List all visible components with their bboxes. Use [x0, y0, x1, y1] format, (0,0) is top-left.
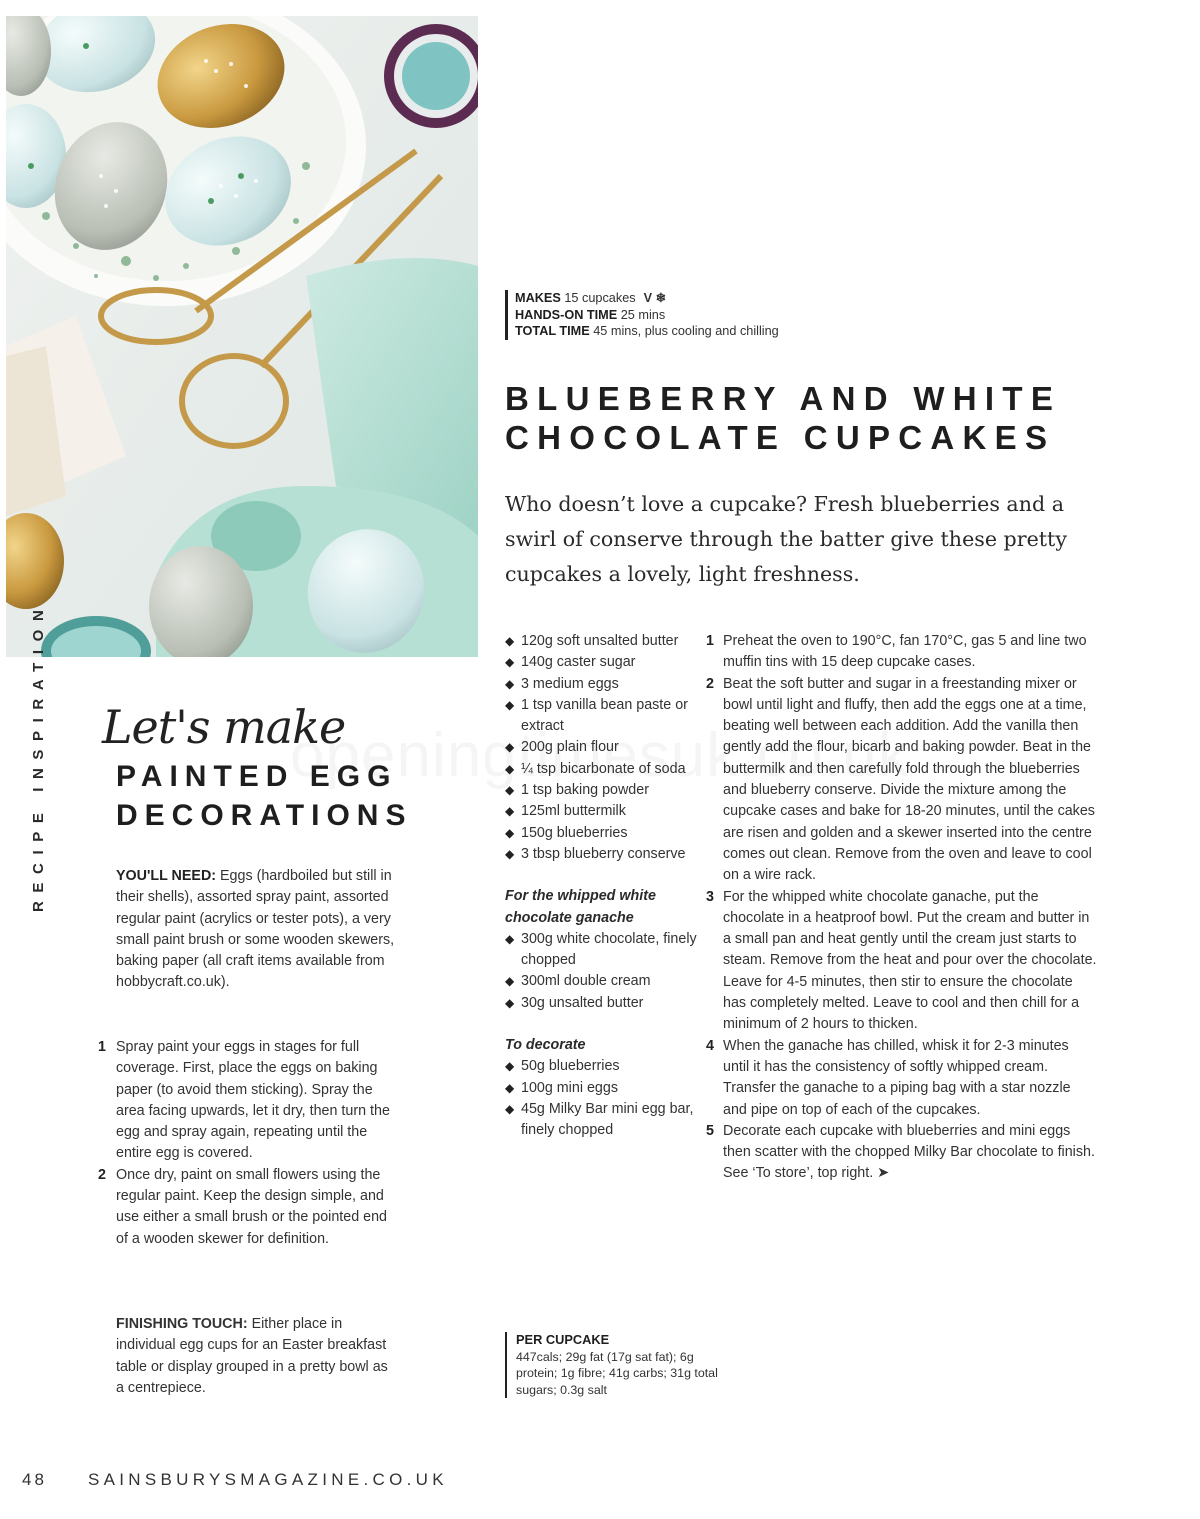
ingredient-text: 100g mini eggs — [521, 1079, 618, 1096]
diamond-bullet-icon: ◆ — [505, 676, 515, 691]
method-step — [706, 887, 1098, 1036]
ingredient-item — [505, 652, 700, 673]
diamond-bullet-icon: ◆ — [505, 761, 515, 776]
ingredient-list-ganache — [505, 929, 700, 1014]
ingredient-item — [505, 737, 700, 758]
step-text: Once dry, paint on small flowers using the regular paint. Keep the design simple, and use either a small brush or the pointed end of a wooden skewer for definition. — [116, 1166, 388, 1247]
diamond-bullet-icon: ◆ — [505, 697, 515, 712]
ingredient-item — [505, 1099, 700, 1142]
egg-step — [98, 1165, 391, 1250]
painted-eggs-photo — [6, 16, 478, 657]
ingredient-text: 45g Milky Bar mini egg bar, finely chopped — [521, 1100, 694, 1139]
script-heading: Let's make — [102, 700, 346, 754]
ingredient-text: 3 medium eggs — [521, 675, 619, 692]
hands-on-value: 25 mins — [620, 307, 666, 322]
side-section-label: RECIPE INSPIRATION — [30, 601, 47, 912]
ingredient-item — [505, 971, 700, 992]
recipe-title-line2: CHOCOLATE CUPCAKES — [505, 419, 1056, 456]
ingredient-text: ¼ tsp bicarbonate of soda — [521, 760, 686, 777]
recipe-title-line1: BLUEBERRY AND WHITE — [505, 380, 1062, 417]
method-step — [706, 1121, 1098, 1185]
ingredient-text: 300ml double cream — [521, 973, 651, 990]
method-step — [706, 631, 1098, 674]
ingredient-text: 50g blueberries — [521, 1058, 620, 1075]
eggs-title-line2: DECORATIONS — [116, 799, 413, 832]
eggs-title-line1: PAINTED EGG — [116, 760, 398, 793]
ingredient-list-decorate — [505, 1056, 700, 1141]
step-text: For the whipped white chocolate ganache, put the chocolate in a heatproof bowl. Put the cream and butter in a small pan and heat gently until the cream just starts to steam. Remove from the heat and pour over the chocolate. Leave for 4-5 minutes, then stir to ensure the chocolate has completely melted. Leave to cool and then chill for a minimum of 2 hours to thicken. — [723, 888, 1097, 1033]
step-text: Spray paint your eggs in stages for full coverage. First, place the eggs on baking paper (to avoid them sticking). Spray the area facing upwards, let it dry, then turn the egg and spray again, repeating until the entire egg is covered. — [116, 1039, 390, 1162]
vegetarian-freezable-icons: V ❄ — [643, 291, 667, 305]
diamond-bullet-icon: ◆ — [505, 1059, 515, 1074]
makes-label: MAKES — [515, 291, 561, 305]
diamond-bullet-icon: ◆ — [505, 825, 515, 840]
step-number: 2 — [706, 675, 714, 692]
step-text: Beat the soft butter and sugar in a freestanding mixer or bowl until light and fluffy, then add the eggs one at a time, beating well between each addition. Add the vanilla then gently add the flour, bicarb and baking powder. Beat in the buttermilk and then carefully fold through the blueberries and blueberry conserve. Divide the mixture among the cupcake cases and bake for 18-20 minutes, until the cakes are risen and golden and a skewer inserted into the centre comes out clean. Remove from the oven and leave to cool on a wire rack. — [723, 675, 1095, 884]
diamond-bullet-icon: ◆ — [505, 931, 515, 946]
diamond-bullet-icon: ◆ — [505, 974, 515, 989]
magazine-website: SAINSBURYSMAGAZINE.CO.UK — [88, 1470, 448, 1489]
egg-step — [98, 1037, 391, 1165]
youll-need-text: Eggs (hardboiled but still in their shells), assorted spray paint, assorted regular paint (acrylics or tester pots), a very small paint brush or some wooden skewers, baking paper (all craft items available from hobbycraft.co.uk). — [116, 868, 395, 991]
step-text: Decorate each cupcake with blueberries and mini eggs then scatter with the chopped Milky Bar chocolate to finish. See ‘To store’, top right. ➤ — [723, 1122, 1095, 1182]
step-number: 5 — [706, 1122, 714, 1139]
ingredient-item — [505, 759, 700, 780]
step-number: 1 — [706, 633, 714, 649]
ingredient-text: 30g unsalted butter — [521, 994, 644, 1011]
ganache-heading: For the whipped white chocolate ganache — [505, 888, 656, 926]
decorate-heading: To decorate — [505, 1037, 586, 1054]
recipe-meta — [505, 290, 779, 340]
diamond-bullet-icon: ◆ — [505, 783, 515, 798]
diamond-bullet-icon: ◆ — [505, 995, 515, 1010]
makes-value: 15 cupcakes — [564, 291, 636, 305]
ingredient-item — [505, 823, 700, 844]
ingredient-item — [505, 801, 700, 822]
ingredient-text: 1 tsp baking powder — [521, 782, 649, 799]
ingredient-text: 200g plain flour — [521, 739, 619, 756]
step-number: 2 — [98, 1166, 106, 1183]
ingredient-list-main — [505, 631, 700, 865]
diamond-bullet-icon: ◆ — [505, 740, 515, 755]
hands-on-row — [515, 307, 779, 324]
youll-need-paragraph — [116, 866, 396, 994]
ingredient-item — [505, 780, 700, 801]
ingredient-item — [505, 929, 700, 972]
diamond-bullet-icon: ◆ — [505, 634, 515, 648]
ingredient-item — [505, 993, 700, 1014]
ingredient-item — [505, 844, 700, 865]
step-number: 1 — [98, 1039, 106, 1055]
step-text: Preheat the oven to 190°C, fan 170°C, gas 5 and line two muffin tins with 15 deep cupcake cases. — [723, 633, 1087, 671]
ingredient-text: 300g white chocolate, finely chopped — [521, 930, 697, 969]
diamond-bullet-icon: ◆ — [505, 804, 515, 819]
ingredients-column — [505, 631, 700, 1142]
diamond-bullet-icon: ◆ — [505, 846, 515, 861]
step-text: When the ganache has chilled, whisk it for 2-3 minutes until it has the consistency of softly whipped cream. Transfer the ganache to a piping bag with a star nozzle and pipe on top of each of the cupcakes. — [723, 1037, 1071, 1118]
ingredient-text: 150g blueberries — [521, 824, 628, 841]
ingredient-text: 120g soft unsalted butter — [521, 633, 679, 649]
page-number: 48 — [22, 1470, 47, 1489]
method-list — [706, 631, 1098, 1185]
total-time-label: TOTAL TIME — [515, 324, 590, 339]
ingredient-text: 3 tbsp blueberry conserve — [521, 845, 686, 862]
step-number: 4 — [706, 1037, 714, 1054]
finishing-touch-paragraph — [116, 1314, 398, 1399]
ingredient-item — [505, 695, 700, 738]
ingredient-text: 125ml buttermilk — [521, 803, 626, 820]
ingredient-text: 140g caster sugar — [521, 654, 636, 671]
diamond-bullet-icon: ◆ — [505, 1080, 515, 1095]
method-step — [706, 674, 1098, 887]
ingredient-text: 1 tsp vanilla bean paste or extract — [521, 696, 688, 735]
makes-row — [515, 290, 779, 307]
diamond-bullet-icon: ◆ — [505, 1101, 515, 1116]
hands-on-label: HANDS-ON TIME — [515, 307, 618, 322]
nutrition-label: PER CUPCAKE — [516, 1332, 610, 1347]
step-number: 3 — [706, 888, 714, 905]
nutrition-box — [505, 1332, 736, 1398]
youll-need-label: YOU'LL NEED: — [116, 868, 217, 884]
method-step — [706, 1036, 1098, 1121]
egg-steps-list — [98, 1037, 391, 1250]
nutrition-text: 447cals; 29g fat (17g sat fat); 6g protein; 1g fibre; 41g carbs; 31g total sugars; 0.3g salt — [516, 1349, 718, 1397]
finishing-touch-label: FINISHING TOUCH: — [116, 1316, 248, 1332]
total-time-row — [515, 323, 779, 340]
ingredient-item — [505, 631, 700, 652]
finishing-touch-text: Either place in individual egg cups for an Easter breakfast table or display grouped in a pretty bowl as a centrepiece. — [116, 1316, 388, 1396]
diamond-bullet-icon: ◆ — [505, 655, 515, 670]
total-time-value: 45 mins, plus cooling and chilling — [593, 324, 779, 339]
ingredient-item — [505, 1056, 700, 1077]
ingredient-item — [505, 1078, 700, 1099]
ingredient-item — [505, 674, 700, 695]
recipe-intro: Who doesn’t love a cupcake? Fresh blueberries and a swirl of conserve through the batter give these pretty cupcakes a lovely, light freshness. — [505, 492, 1067, 586]
